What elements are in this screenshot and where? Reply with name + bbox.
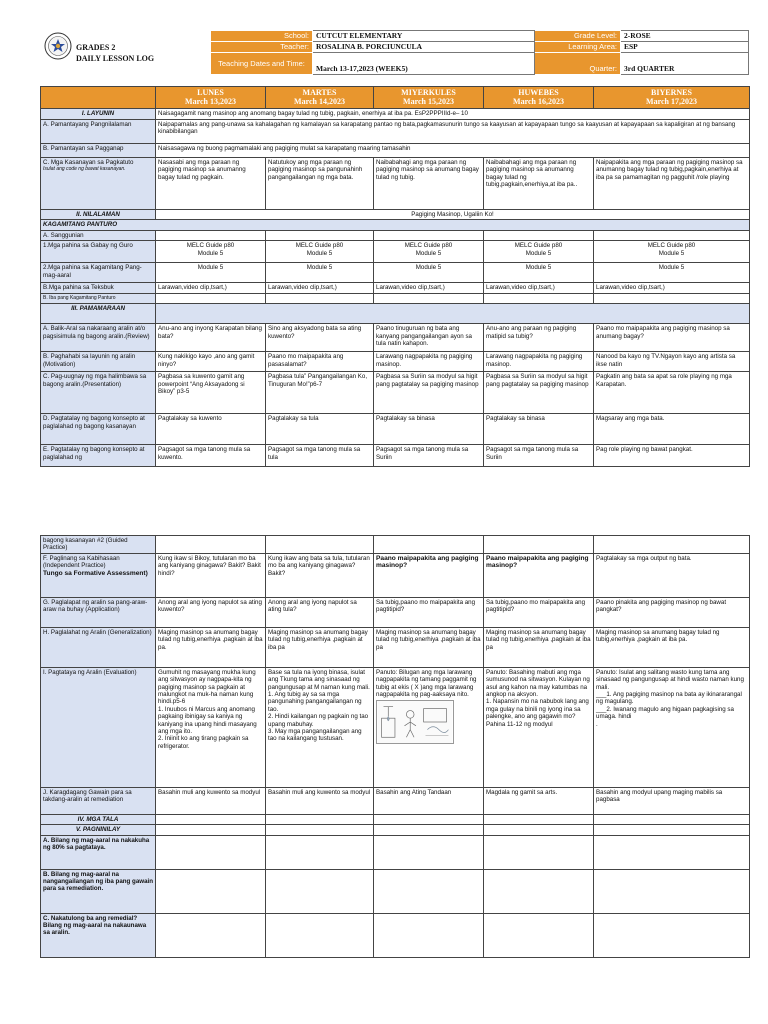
evaluation-cell: Gumuhit ng masayang mukha kung ang sitwasyon ay nagpapa-kita ng pagiging masinop sa pagkain at malungkot na muk-ha naman kung hindi.p5-6 1. Inuubos ni Marcus ang anomang pagkaing ibinigay sa kaniya ng kaniyang ina upang hindi masayang ang mga ito. 2. Iniinit ko ang tirang pagkain sa refrigerator. bbox=[156, 667, 266, 787]
section-nilalaman: II. NILALAMAN bbox=[41, 210, 156, 220]
teksbuk-cell: Larawan,video clip,tsart,) bbox=[484, 283, 594, 294]
kagamitang-mag-aaral-cell: Module 5 bbox=[374, 263, 484, 283]
balik-aral-cell: Sino ang aksyadong bata sa ating kuwento? bbox=[266, 324, 374, 352]
kagamitang-mag-aaral-cell: Module 5 bbox=[594, 263, 750, 283]
dates-value: March 13-17,2023 (WEEK5) bbox=[313, 53, 535, 75]
teksbuk-label: B.Mga pahina sa Teksbuk bbox=[41, 283, 156, 294]
gabay-guro-cell: MELC Guide p80 Module 5 bbox=[156, 241, 266, 263]
grade-value: 2-ROSE bbox=[621, 31, 749, 42]
kasanayan-cell: Nasasabi ang mga paraan ng pagiging masinop sa anumanng bagay tulad ng pagkain. bbox=[156, 158, 266, 210]
pagganap-text: Naisasagawa ng buong pagmamalaki ang pagiging mulat sa karapatang maaring tamasahin bbox=[156, 144, 750, 158]
teksbuk-cell: Larawan,video clip,tsart,) bbox=[594, 283, 750, 294]
quarter-label: Quarter: bbox=[535, 53, 621, 75]
remediation-cell: Basahin ang modyul upang maging mabilis sa pagbasa bbox=[594, 787, 750, 814]
gabay-guro-cell: MELC Guide p80 Module 5 bbox=[594, 241, 750, 263]
konsepto-2-cell: Pagsagot sa mga tanong mula sa tula bbox=[266, 445, 374, 467]
gabay-guro-cell: MELC Guide p80 Module 5 bbox=[374, 241, 484, 263]
layunin-text: Naisagagamit nang masinop ang anomang bagay tulad ng tubig, pagkain, enerhiya at iba pa. EsP2PPPIIId-e– 10 bbox=[156, 109, 750, 120]
application-cell: Anong aral ang iyong napulot sa ating tula? bbox=[266, 597, 374, 627]
presentation-cell: Pagbasa sa Suriin sa modyul sa higit pang pagtatalay sa pagiging masinop bbox=[484, 372, 594, 414]
teacher-label: Teacher: bbox=[211, 42, 313, 53]
teksbuk-cell: Larawan,video clip,tsart,) bbox=[266, 283, 374, 294]
title-log: DAILY LESSON LOG bbox=[76, 54, 155, 63]
motivation-cell: Larawang nagpapakita ng pagiging masinop. bbox=[374, 352, 484, 372]
header-info-table bbox=[210, 30, 749, 75]
lesson-table-part-2 bbox=[40, 535, 750, 958]
title-grade: GRADES 2 bbox=[76, 43, 116, 52]
kasanayan-cell: Natutukoy ang mga paraan ng pagiging masinop sa pangunahinh pangangailangan ng mga bata. bbox=[266, 158, 374, 210]
reflection-c-label: C. Nakatulong ba ang remedial? Bilang ng mag-aaral na nakaunawa sa aralin. bbox=[41, 913, 156, 957]
konsepto-2-cell: Pagsagot sa mga tanong mula sa kuwento. bbox=[156, 445, 266, 467]
remediation-cell: Basahin muli ang kuwento sa modyul bbox=[156, 787, 266, 814]
independent-practice-cell: Pagtalakay sa mga output ng bata. bbox=[594, 553, 750, 597]
independent-practice-cell: Paano maipapakita ang pagiging masinop? bbox=[374, 553, 484, 597]
independent-practice-cell: Kung ikaw si Bikoy, tutularan mo ba ang kaniyang ginagawa? Bakit? Bakit hindi? bbox=[156, 553, 266, 597]
teksbuk-cell: Larawan,video clip,tsart,) bbox=[156, 283, 266, 294]
school-value: CUTCUT ELEMENTARY bbox=[313, 31, 535, 42]
konsepto-2-cell: Pagsagot sa mga tanong mula sa Suriin bbox=[374, 445, 484, 467]
independent-practice-cell: Paano maipapakita ang pagiging masinop? bbox=[484, 553, 594, 597]
evaluation-cell bbox=[374, 667, 484, 787]
dates-label: Teaching Dates and Time: bbox=[211, 53, 313, 75]
evaluation-cell: Base sa tula na iyong binasa, isulat ang Tkung tama ang sinasaad ng pangungusap at M naman kung mali. 1. Ang tubig ay sa sa mga pangunahing pangangailangan ng tao. 2. Hindi kailangan ng pagkain ng tao upang mabuhay. 3. May mga pangangailangan ang tao na kailangang tustusan. bbox=[266, 667, 374, 787]
school-label: School: bbox=[211, 31, 313, 42]
guided-practice-label: bagong kasanayan #2 (Guided Practice) bbox=[41, 536, 156, 554]
kagamitang-mag-aaral-cell: Module 5 bbox=[484, 263, 594, 283]
sanggunian-label: A. Sanggunian bbox=[41, 230, 156, 240]
teksbuk-cell: Larawan,video clip,tsart,) bbox=[374, 283, 484, 294]
evaluation-cell: Panuto: Isulat ang salitang wasto kung tama ang sinasaad ng pangungusap at hindi wasto naman kung mali. ___1. Ang pagiging masinop na bata ay ikinararangal ng magulang. ___2. Iwanang magulo ang higaan pagkagising sa umaga. hindi . bbox=[594, 667, 750, 787]
motivation-cell: Kung nakikigo kayo ,ano ang gamit ninyo? bbox=[156, 352, 266, 372]
row-label-kasanayan: C. Mga Kasanayan sa Pagkatuto Isulat ang code ng bawat kasanayan. bbox=[41, 158, 156, 210]
teacher-value: ROSALINA B. PORCIUNCULA bbox=[313, 42, 535, 53]
remediation-cell: Magdala ng gamit sa arts. bbox=[484, 787, 594, 814]
application-cell: Paano pinakita ang pagiging masinop ng bawat pangkat? bbox=[594, 597, 750, 627]
application-cell: Sa tubig,paano mo maipapakita ang pagtitipid? bbox=[374, 597, 484, 627]
presentation-label: C. Pag-uugnay ng mga halimbawa sa bagong aralin.(Presentation) bbox=[41, 372, 156, 414]
gabay-guro-cell: MELC Guide p80 Module 5 bbox=[266, 241, 374, 263]
evaluation-instructions: Panuto: Bilugan ang mga larawang nagpapakita ng tamang paggamit ng tubig at ekis ( X )ang mga larawang nagpapakita ng pag-aaksaya nito. bbox=[376, 668, 477, 699]
section-mga-tala: IV. MGA TALA bbox=[41, 814, 156, 824]
evaluation-cell: Panuto: Basahing mabuti ang mga sumusunod na sitwasyon. Kulayan ng asul ang kahon na may katumbas na angkop na aksyon. 1. Napansin mo na nabubok lang ang mga gulay na binili ng iyong ina sa palengke, ano ang gagawin mo? Pahina 11-12 ng modyul bbox=[484, 667, 594, 787]
konsepto-1-cell: Magsaray ang mga bata. bbox=[594, 414, 750, 445]
motivation-label: B. Paghahabi sa layunin ng aralin (Motivation) bbox=[41, 352, 156, 372]
generalization-label: H. Paglalahat ng Aralin (Generalization) bbox=[41, 627, 156, 667]
presentation-cell: Pagbasa tula” Pangangailangan Ko, Tinuguran Mo!”p6-7 bbox=[266, 372, 374, 414]
deped-seal-icon bbox=[44, 32, 72, 60]
evaluation-label: I. Pagtataya ng Aralin (Evaluation) bbox=[41, 667, 156, 787]
generalization-cell: Maging masinop sa anumang bagay tulad ng tubig,enerhiya ,pagkain at iba pa bbox=[374, 627, 484, 667]
lesson-log-header bbox=[44, 28, 748, 78]
lesson-table-part-1 bbox=[40, 86, 750, 467]
konsepto-1-cell: Pagtalakay sa tula bbox=[266, 414, 374, 445]
gabay-guro-label: 1.Mga pahina sa Gabay ng Guro bbox=[41, 241, 156, 263]
gabay-guro-cell: MELC Guide p80 Module 5 bbox=[484, 241, 594, 263]
remediation-cell: Basahin ang Ating Tandaan bbox=[374, 787, 484, 814]
konsepto-2-cell: Pag role playing ng bawat pangkat. bbox=[594, 445, 750, 467]
pangnilalaman-text: Naipapamalas ang pang-unawa sa kahalagahan ng kamalayan sa karapatang pantao ng bata,pagkamasunurin tungo sa kaayusan at kapayapaan tungo sa kaayusan at kapayapaan sa kapaligiran at ng bansang kinabibilangan bbox=[156, 120, 750, 144]
area-label: Learning Area: bbox=[535, 42, 621, 53]
konsepto-1-label: D. Pagtatalay ng bagong konsepto at paglalahad ng bagong kasanayan bbox=[41, 414, 156, 445]
reflection-a-label: A. Bilang ng mag-aaral na nakakuha ng 80% sa pagtataya. bbox=[41, 835, 156, 869]
motivation-cell: Larawang nagpapakita ng pagiging masinop. bbox=[484, 352, 594, 372]
row-label-pamantayang-pangnilalaman: A. Pamantayang Pangnilalaman bbox=[41, 120, 156, 144]
konsepto-2-label: E. Pagtatalay ng bagong konsepto at paglalahad ng bbox=[41, 445, 156, 467]
formative-assessment-label: Tungo sa Formative Assessment) bbox=[43, 569, 148, 577]
reflection-b-label: B. Bilang ng mag-aaral na nangangailangan ng iba pang gawain para sa remediation. bbox=[41, 869, 156, 913]
remediation-label: J. Karagdagang Gawain para sa takdang-aralin at remediation bbox=[41, 787, 156, 814]
generalization-cell: Maging masinop sa anumang bagay tulad ng tubig,enerhiya ,pagkain at iba pa bbox=[266, 627, 374, 667]
balik-aral-label: A. Balik-Aral sa nakaraang aralin at/o pagsisimula ng bagong aralin.(Review) bbox=[41, 324, 156, 352]
balik-aral-cell: Anu-ano ang paraan ng pagiging matipid sa tubig? bbox=[484, 324, 594, 352]
independent-practice-label: F. Paglinang sa Kabihasaan (Independent Practice) Tungo sa Formative Assessment) bbox=[41, 553, 156, 597]
water-use-illustration bbox=[376, 700, 454, 744]
motivation-cell: Nanood ba kayo ng TV.Ngayon kayo ang artista sa ikse natin bbox=[594, 352, 750, 372]
iba-pang-kagamitan-label: B. Iba pang Kagamitang Panturo bbox=[41, 294, 156, 304]
balik-aral-cell: Paano tinuguruan ng bata ang kanyang pangangailangan ayon sa tula natin kahapon. bbox=[374, 324, 484, 352]
day-header: MARTES March 14,2023 bbox=[266, 87, 374, 109]
kasanayan-cell: Naipapakita ang mga paraan ng pagiging masinop sa anumanng bagay tulad ng tubig,pagkain,enerhiya at iba pa sa pamamagitan ng pagguhit /role playing bbox=[594, 158, 750, 210]
day-header: LUNES March 13,2023 bbox=[156, 87, 266, 109]
document-title bbox=[76, 42, 154, 64]
corner-cell bbox=[41, 87, 156, 109]
kagamitang-mag-aaral-label: 2.Mga pahina sa Kagamitang Pang-mag-aaral bbox=[41, 263, 156, 283]
day-header: MIYERKULES March 15,2023 bbox=[374, 87, 484, 109]
nilalaman-text: Pagiging Masinop, Ugaliin Ko! bbox=[156, 210, 750, 220]
presentation-cell: Pagkatin ang bata sa apat sa role playing ng mga Karapatan. bbox=[594, 372, 750, 414]
kagamitang-panturo-heading: KAGAMITANG PANTURO bbox=[41, 220, 750, 230]
application-cell: Sa tubig,paano mo maipapakita ang pagtitipid? bbox=[484, 597, 594, 627]
day-header: HUWEBES March 16,2023 bbox=[484, 87, 594, 109]
row-label-pamantayan-pagganap: B. Pamantayan sa Pagganap bbox=[41, 144, 156, 158]
kasanayan-cell: Naibabahagi ang mga paraan ng pagiging masinop sa anumang bagay tulad ng tubig. bbox=[374, 158, 484, 210]
presentation-cell: Pagbasa sa kuwento gamit ang powerpoint “Ang Aksayadong si Bikoy” p3-5 bbox=[156, 372, 266, 414]
grade-label: Grade Level: bbox=[535, 31, 621, 42]
application-label: G. Paglalapat ng aralin sa pang-araw-araw na buhay (Application) bbox=[41, 597, 156, 627]
konsepto-1-cell: Pagtalakay sa binasa bbox=[374, 414, 484, 445]
application-cell: Anong aral ang iyong napulot sa ating kuwento? bbox=[156, 597, 266, 627]
presentation-cell: Pagbasa sa Suriin sa modyul sa higit pang pagtatalay sa pagiging masinop bbox=[374, 372, 484, 414]
balik-aral-cell: Anu-ano ang inyong Karapatan bilang bata? bbox=[156, 324, 266, 352]
section-pagninilay: V. PAGNINILAY bbox=[41, 825, 156, 835]
section-pamamaraan: III. PAMAMARAAN bbox=[41, 304, 156, 324]
balik-aral-cell: Paano mo maipapakita ang pagiging masinop sa anumang bagay? bbox=[594, 324, 750, 352]
konsepto-1-cell: Pagtalakay sa kuwento bbox=[156, 414, 266, 445]
section-layunin: I. LAYUNIN bbox=[41, 109, 156, 120]
konsepto-2-cell: Pagsagot sa mga tanong mula sa Suriin bbox=[484, 445, 594, 467]
independent-practice-cell: Kung ikaw ang bata sa tula, tutularan mo ba ang kaniyang ginagawa? Bakit? bbox=[266, 553, 374, 597]
day-header: BIYERNES March 17,2023 bbox=[594, 87, 750, 109]
kagamitang-mag-aaral-cell: Module 5 bbox=[156, 263, 266, 283]
motivation-cell: Paano mo maipapakita ang pasasalamat? bbox=[266, 352, 374, 372]
area-value: ESP bbox=[621, 42, 749, 53]
kasanayan-cell: Naibabahagi ang mga paraan ng pagiging masinop sa anumanng bagay tulad ng tubig,pagkain,enerhiya,at iba pa.. bbox=[484, 158, 594, 210]
kagamitang-mag-aaral-cell: Module 5 bbox=[266, 263, 374, 283]
generalization-cell: Maging masinop sa anumang bagay tulad ng tubig,enerhiya ,pagkain at iba pa. bbox=[156, 627, 266, 667]
kasanayan-note: Isulat ang code ng bawat kasanayan. bbox=[43, 166, 126, 173]
generalization-cell: Maging masinop sa anumang bagay tulad ng tubig,enerhiya ,pagkain at iba pa. bbox=[594, 627, 750, 667]
remediation-cell: Basahin muli ang kuwento sa modyul bbox=[266, 787, 374, 814]
quarter-value: 3rd QUARTER bbox=[621, 53, 749, 75]
generalization-cell: Maging masinop sa anumang bagay tulad ng tubig,enerhiya ,pagkain at iba pa bbox=[484, 627, 594, 667]
konsepto-1-cell: Pagtalakay sa binasa bbox=[484, 414, 594, 445]
